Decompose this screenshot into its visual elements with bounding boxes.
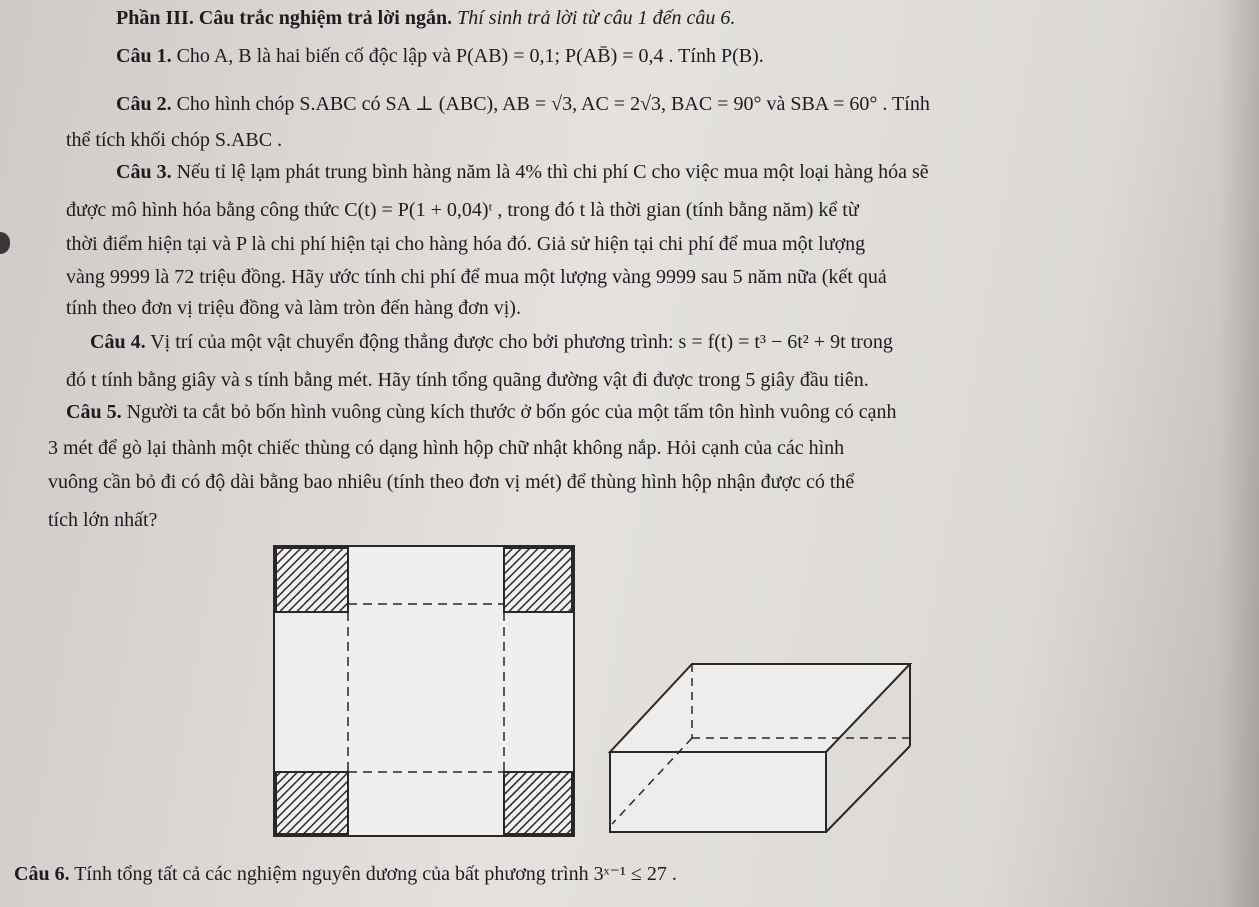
question-4 — [90, 330, 893, 354]
question-4-line1: Vị trí của một vật chuyển động thẳng được cho bởi phương trình: s = f(t) = t³ − 6t² + 9t trong — [150, 331, 893, 353]
question-5-line3: vuông cần bỏ đi có độ dài bằng bao nhiêu (tính theo đơn vị mét) để thùng hình hộp nhận được có thể — [48, 471, 855, 493]
question-3-line1: Nếu tỉ lệ lạm phát trung bình hàng năm là 4% thì chi phí C cho việc mua một loại hàng hóa sẽ — [176, 161, 929, 183]
question-6-label: Câu 6. — [14, 863, 70, 885]
page-shadow — [1219, 0, 1259, 907]
question-3 — [116, 160, 929, 184]
cut-corner-bottom-right — [504, 772, 572, 834]
question-3-line4: vàng 9999 là 72 triệu đồng. Hãy ước tính chi phí để mua một lượng vàng 9999 sau 5 năm nữa (kết quả — [66, 266, 887, 288]
cut-corner-top-left — [276, 548, 348, 612]
binder-hole — [0, 232, 10, 254]
question-2-label: Câu 2. — [116, 93, 172, 115]
question-2-line2: thể tích khối chóp S.ABC . — [66, 129, 283, 151]
section-instruction: Thí sinh trả lời từ câu 1 đến câu 6. — [457, 7, 736, 29]
question-6 — [14, 862, 677, 886]
open-box-diagram — [600, 656, 920, 838]
question-5-line4: tích lớn nhất? — [48, 509, 158, 531]
question-1-text: Cho A, B là hai biến cố độc lập và P(AB) = 0,1; P(AB̄) = 0,4 . Tính P(B). — [176, 45, 764, 67]
question-5-line2: 3 mét để gò lại thành một chiếc thùng có dạng hình hộp chữ nhật không nắp. Hỏi cạnh của các hình — [48, 437, 845, 459]
question-3-line2: được mô hình hóa bằng công thức C(t) = P(1 + 0,04)ᵗ , trong đó t là thời gian (tính bằng năm) kể từ — [66, 199, 859, 221]
question-4-label: Câu 4. — [90, 331, 146, 353]
question-6-text: Tính tổng tất cả các nghiệm nguyên dương của bất phương trình 3ˣ⁻¹ ≤ 27 . — [74, 863, 677, 885]
question-2-text-line1: Cho hình chóp S.ABC có SA ⊥ (ABC), AB = √3, AC = 2√3, BAC = 90° và SBA = 60° . Tính — [176, 93, 930, 115]
question-5-line1: Người ta cắt bỏ bốn hình vuông cùng kích thước ở bốn góc của một tấm tôn hình vuông có cạnh — [126, 401, 897, 423]
question-1-label: Câu 1. — [116, 45, 172, 67]
question-2 — [116, 92, 930, 116]
question-4-line2: đó t tính bằng giây và s tính bằng mét. Hãy tính tổng quãng đường vật đi được trong 5 giây đầu tiên. — [66, 369, 869, 391]
section-header — [116, 6, 735, 30]
question-3-label: Câu 3. — [116, 161, 172, 183]
sheet-net-diagram — [272, 542, 578, 842]
question-5 — [66, 400, 897, 424]
question-1 — [116, 44, 764, 68]
question-5-label: Câu 5. — [66, 401, 122, 423]
question-3-line3: thời điểm hiện tại và P là chi phí hiện tại cho hàng hóa đó. Giả sử hiện tại chi phí để mua một lượng — [66, 233, 866, 255]
cut-corner-bottom-left — [276, 772, 348, 834]
cut-corner-top-right — [504, 548, 572, 612]
section-title: Phần III. Câu trắc nghiệm trả lời ngắn. — [116, 7, 453, 29]
question-3-line5: tính theo đơn vị triệu đồng và làm tròn đến hàng đơn vị). — [66, 297, 521, 319]
